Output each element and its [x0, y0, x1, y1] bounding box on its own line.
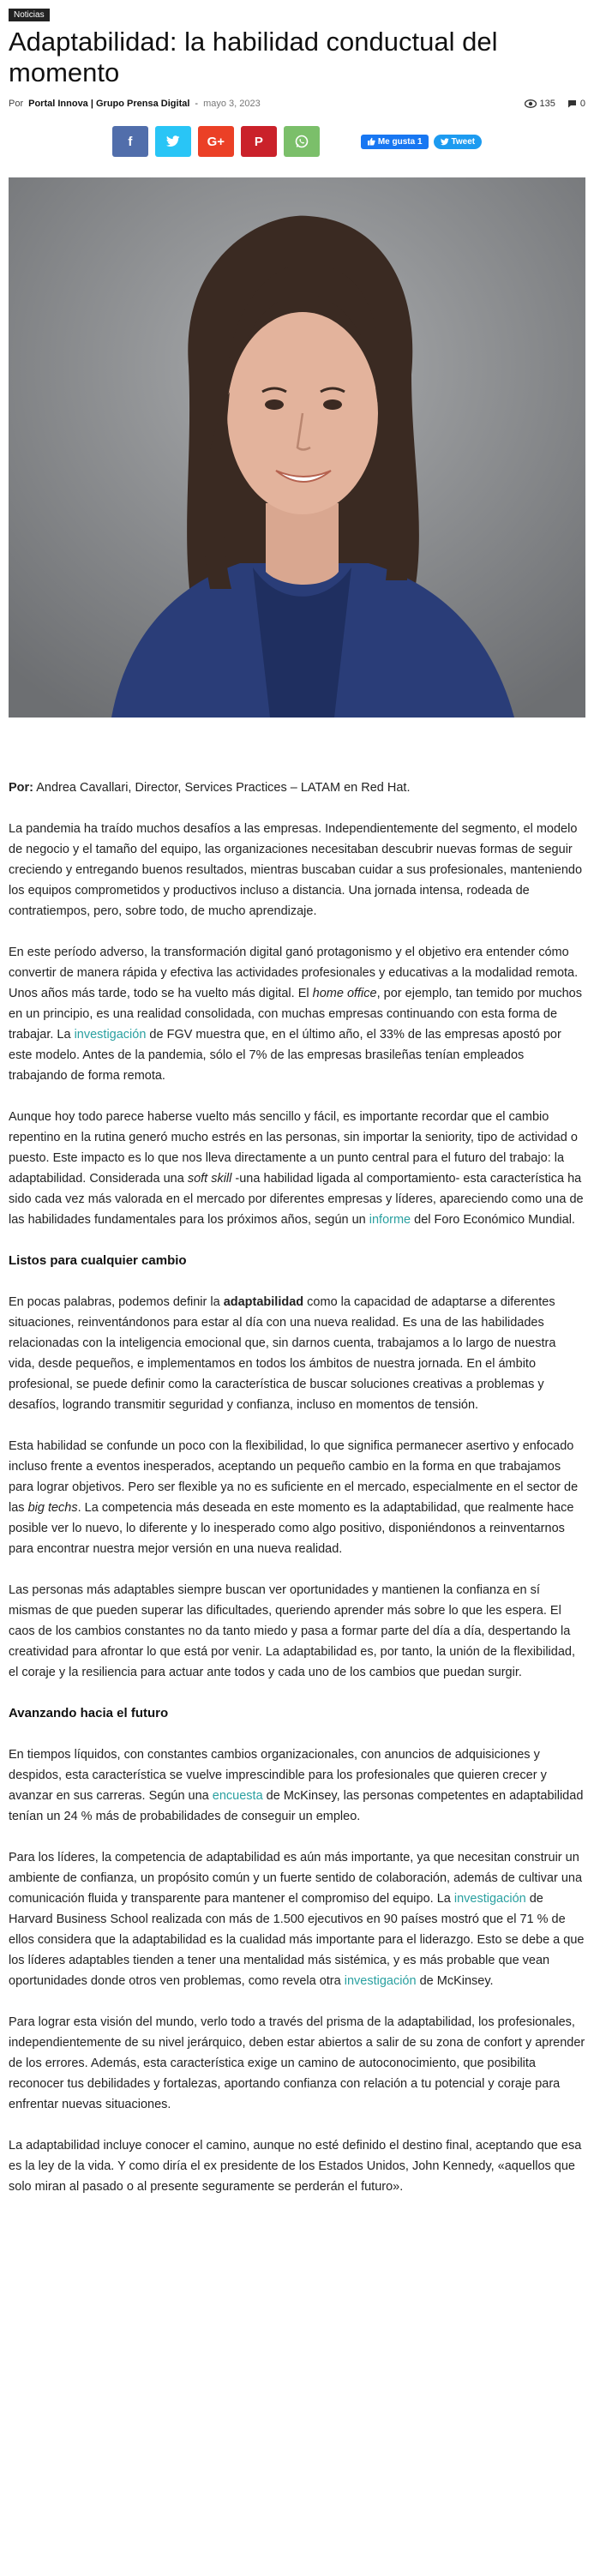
- featured-image: [9, 177, 585, 718]
- section-heading-2: Avanzando hacia el futuro: [9, 1706, 169, 1720]
- paragraph-3-text-b: -una habilidad ligada al comportamiento- esta característica ha sido cada vez más valorada en el mercado por diferentes empresas y líderes, apareciendo como una de las habilidades fundamentales para los próximos años, según un: [9, 1172, 584, 1227]
- paragraph-7: [9, 1744, 585, 1827]
- harvard-research-link[interactable]: investigación: [453, 1892, 526, 1906]
- twitter-icon: [166, 135, 180, 147]
- comments-stat[interactable]: [567, 99, 585, 109]
- facebook-like-button[interactable]: [361, 135, 429, 149]
- views-stat: [525, 99, 555, 109]
- paragraph-2-italic: home office: [312, 987, 377, 1000]
- portrait-illustration: [9, 177, 585, 718]
- article-body: [9, 778, 585, 2197]
- twitter-share-button[interactable]: [155, 126, 191, 157]
- article-meta: [9, 99, 585, 109]
- by-label: Por: [9, 99, 24, 109]
- meta-left: [9, 99, 261, 109]
- like-label: Me gusta 1: [377, 136, 423, 147]
- paragraph-2-text-b: , por ejemplo, tan temido por muchos en un principio, es una realidad consolidada, con muchas empresas continuando con esta forma de trabajar. La: [9, 987, 582, 1042]
- social-counters: [361, 135, 482, 149]
- paragraph-4-text-c: como la capacidad de adaptarse a diferentes situaciones, reinventándonos para estar al día con una nueva realidad. Es una de las habilidades relacionadas con la inteligencia emocional que, sin darnos cuenta, trabajamos a lo largo de nuestra vida, desde pequeños, e implementamos en todos los ámbitos de nuestra jornada. En el ámbito profesional, se puede definir como la característica de buscar soluciones creativas a problemas y desafíos, logrando transmitir seguridad y confianza, incluso en momentos de tensión.: [9, 1295, 556, 1412]
- paragraph-8-text-b: de Harvard Business School realizada con más de 1.500 ejecutivos en 90 países mostró que el 71 % de ellos considera que la adaptabilidad es la cualidad más importante para el liderazgo. Esto se debe a que los líderes adaptables tienden a tener una mentalidad más sistémica, y es más probable que vean oportunidades donde otros ven problemas, como revela otra: [9, 1892, 585, 1988]
- author-link[interactable]: Portal Innova | Grupo Prensa Digital: [28, 99, 190, 109]
- paragraph-5-italic: big techs: [27, 1501, 78, 1515]
- meta-right: [525, 99, 585, 109]
- paragraph-2-text-c: de FGV muestra que, en el último año, el 33% de las empresas apostó por este modelo. Antes de la pandemia, sólo el 7% de las empresas brasileñas tenían empleados trabajando de forma remota.: [9, 1028, 561, 1083]
- paragraph-4: [9, 1292, 585, 1415]
- paragraph-9: Para lograr esta visión del mundo, verlo todo a través del prisma de la adaptabilidad, los profesionales, independientemente de su nivel jerárquico, deben estar abiertos a salir de su zona de confort y aprender de los errores. Además, esta característica exige un camino de autoconocimiento, que posibilita reconocer tus debilidades y fortalezas, aportando confianza con relación a tu potencial y coraje para enfrentar nuevas situaciones.: [9, 2015, 585, 2111]
- byline-paragraph: [9, 778, 585, 798]
- facebook-icon: f: [128, 134, 133, 149]
- paragraph-4-bold: adaptabilidad: [223, 1295, 304, 1309]
- paragraph-7-text-a: En tiempos líquidos, con constantes cambios organizacionales, con anuncios de adquisiciones y despidos, esta característica se vuelve imprescindible para los profesionales que quieren crecer y avanzar en sus carreras. Según una: [9, 1748, 547, 1803]
- paragraph-8: [9, 1847, 585, 1991]
- publish-date: mayo 3, 2023: [203, 99, 261, 109]
- paragraph-8-text-a: Para los líderes, la competencia de adaptabilidad es aún más importante, ya que necesitan construir un ambiente de confianza, un propósito común y un fuerte sentido de colaboración, además de cultivar una comunicación fluida y transparente para mantener el compromiso del equipo. La: [9, 1851, 583, 1906]
- byline-text: Andrea Cavallari, Director, Services Practices – LATAM en Red Hat.: [33, 781, 411, 795]
- mckinsey-research-link[interactable]: investigación: [344, 1974, 417, 1988]
- paragraph-2-text-a: En este período adverso, la transformación digital ganó protagonismo y el objetivo era entender cómo convertir de manera rápida y efectiva las actividades profesionales y educativas a la modalidad remota. Unos años más tarde, todo se ha vuelto más digital. El: [9, 946, 579, 1000]
- comment-icon: [567, 99, 577, 108]
- paragraph-3: [9, 1107, 585, 1230]
- paragraph-1: La pandemia ha traído muchos desafíos a las empresas. Independientemente del segmento, el modelo de negocio y el tamaño del equipo, las organizaciones necesitaban descubrir nuevas formas de seguir creciendo y entregando buenos resultados, mientras buscaban cuidar a sus profesionales, manteniendo los equipos comprometidos y productivos incluso a distancia. Una jornada intensa, rodeada de contratiempos, pero, sobre todo, de mucho aprendizaje.: [9, 822, 583, 918]
- paragraph-10: La adaptabilidad incluye conocer el camino, aunque no esté definido el destino final, aceptando que esa es la ley de la vida. Y como diría el ex presidente de los Estados Unidos, John Kennedy, «aquellos que solo miran al pasado o al presente seguramente se perderán el futuro».: [9, 2139, 582, 2194]
- wef-report-link[interactable]: informe: [369, 1213, 411, 1227]
- google-plus-share-button[interactable]: [198, 126, 234, 157]
- thumbs-up-icon: [367, 137, 375, 146]
- section-heading-1: Listos para cualquier cambio: [9, 1253, 187, 1268]
- pinterest-share-button[interactable]: [241, 126, 277, 157]
- paragraph-4-text-a: En pocas palabras, podemos definir la: [9, 1295, 224, 1309]
- whatsapp-icon: [295, 135, 309, 148]
- paragraph-5: [9, 1436, 585, 1559]
- category-tag[interactable]: Noticias: [9, 9, 50, 21]
- paragraph-8-text-c: de McKinsey.: [416, 1974, 494, 1988]
- facebook-share-button[interactable]: [112, 126, 148, 157]
- paragraph-3-italic: soft skill: [187, 1172, 232, 1186]
- tweet-button[interactable]: [434, 135, 483, 149]
- fgv-research-link[interactable]: investigación: [74, 1028, 147, 1042]
- paragraph-3-text-a: Aunque hoy todo parece haberse vuelto más sencillo y fácil, es importante recordar que el cambio repentino en la rutina generó mucho estrés en las personas, sin importar la seniority, tipo de actividad o puesto. Este impacto es lo que nos lleva directamente a un punto central para el futuro del trabajo: la adaptabilidad. Considerada una: [9, 1110, 578, 1186]
- pinterest-icon: P: [254, 134, 263, 149]
- paragraph-5-text-a: Esta habilidad se confunde un poco con la flexibilidad, lo que significa permanecer asertivo y enfocado incluso frente a eventos inesperados, aceptando un pequeño cambio en la forma en que trabajamos para lograr objetivos. Pero ser flexible ya no es suficiente en el mercado, especialmente en el sector de las: [9, 1439, 579, 1515]
- comments-count: 0: [579, 99, 585, 109]
- paragraph-5-text-b: . La competencia más deseada en este momento es la adaptabilidad, que realmente hace posible ver lo nuevo, lo diferente y lo inesperado como algo positivo, disponiéndonos a reinventarnos para encontrar nuestra mejor versión en una nueva realidad.: [9, 1501, 574, 1556]
- tweet-label: Tweet: [451, 136, 476, 147]
- paragraph-2: [9, 942, 585, 1086]
- whatsapp-share-button[interactable]: [284, 126, 320, 157]
- google-plus-icon: G+: [207, 134, 225, 149]
- share-bar: [9, 126, 585, 157]
- paragraph-6: Las personas más adaptables siempre buscan ver oportunidades y mantienen la confianza en sí mismas de que pueden superar las dificultades, queriendo aprender más sobre lo que les espera. El caos de los cambios constantes no da tanto miedo y pasa a formar parte del día a día, despertando la creatividad para afrontar lo que está por venir. La adaptabilidad es, por tanto, la unión de la flexibilidad, el coraje y la resiliencia para actuar ante todos y cada uno de los cambios que puedan surgir.: [9, 1583, 575, 1679]
- paragraph-3-text-c: del Foro Económico Mundial.: [411, 1213, 575, 1227]
- byline-label: Por:: [9, 781, 33, 795]
- mckinsey-survey-link[interactable]: encuesta: [212, 1789, 263, 1803]
- views-count: 135: [539, 99, 555, 109]
- eye-icon: [525, 99, 537, 108]
- bird-icon: [441, 138, 449, 146]
- paragraph-7-text-b: de McKinsey, las personas competentes en adaptabilidad tenían un 24 % más de probabilidades de conseguir un empleo.: [9, 1789, 584, 1823]
- meta-separator: -: [195, 99, 199, 109]
- article-title: Adaptabilidad: la habilidad conductual del momento: [9, 27, 498, 87]
